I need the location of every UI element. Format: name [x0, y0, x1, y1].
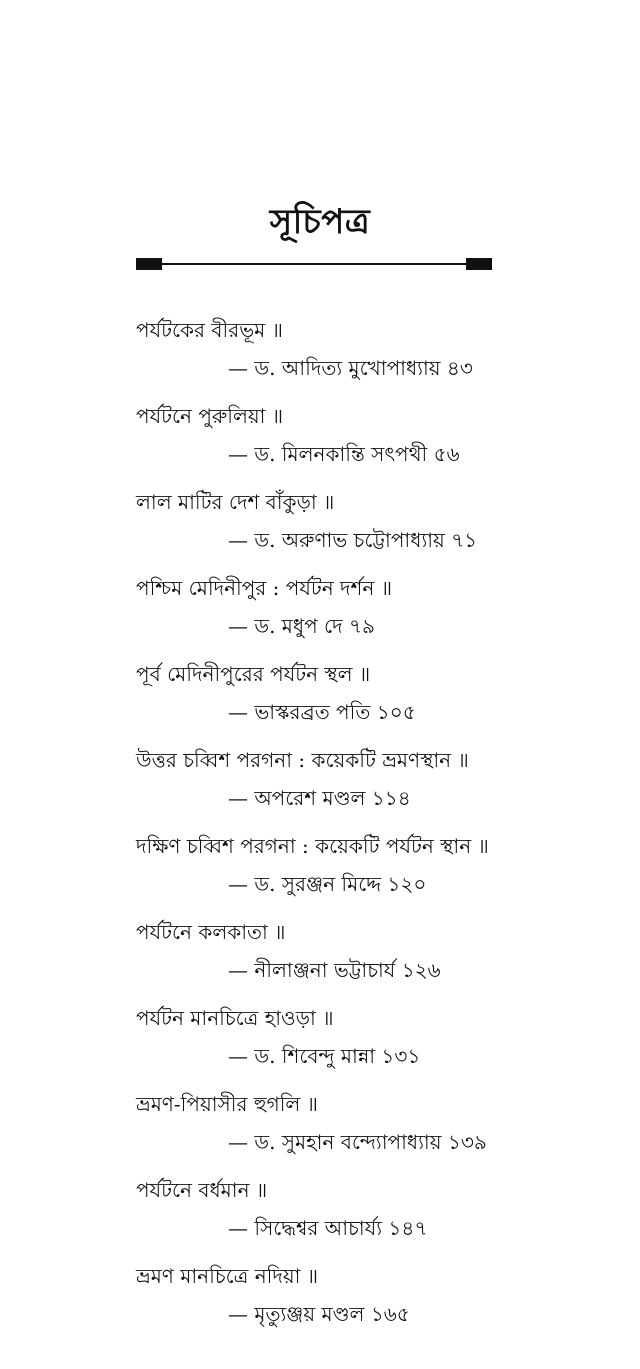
- entry-title: পর্যটনে পুরুলিয়া ॥: [136, 404, 284, 428]
- toc-entry: [0, 918, 640, 1004]
- toc-entry: [0, 660, 640, 746]
- entry-author-page: — ড. মিলনকান্তি সৎপথী ৫৬: [228, 442, 460, 466]
- entry-title: ভ্রমণ মানচিত্রে নদিয়া ॥: [136, 1264, 319, 1288]
- title-divider: [136, 258, 492, 270]
- entry-author-page: — সিদ্ধেশ্বর আচার্য্য ১৪৭: [228, 1216, 428, 1240]
- divider-cap-left: [136, 258, 162, 270]
- toc-entry: [0, 574, 640, 660]
- divider-cap-right: [466, 258, 492, 270]
- entry-author-page: — ড. মধুপ দে ৭৯: [228, 614, 376, 638]
- toc-entry: [0, 1090, 640, 1176]
- toc-list: [0, 316, 640, 1348]
- entry-author-page: — ড. সুরঞ্জন মিদ্দে ১২০: [228, 872, 427, 896]
- entry-author-page: — অপরেশ মণ্ডল ১১৪: [228, 786, 411, 810]
- entry-title: পূর্ব মেদিনীপুরের পর্যটন স্থল ॥: [136, 662, 371, 686]
- entry-title: পর্যটন মানচিত্রে হাওড়া ॥: [136, 1006, 334, 1030]
- entry-author-page: — ড. শিবেন্দু মান্না ১৩১: [228, 1044, 421, 1068]
- toc-entry: [0, 402, 640, 488]
- page-title: সূচিপত্র: [269, 202, 371, 242]
- entry-title: পর্যটনে কলকাতা ॥: [136, 920, 286, 944]
- entry-title: ভ্রমণ-পিয়াসীর হুগলি ॥: [136, 1092, 318, 1116]
- toc-entry: [0, 746, 640, 832]
- toc-entry: [0, 1004, 640, 1090]
- toc-entry: [0, 316, 640, 402]
- entry-author-page: — ড. সুমহান বন্দ্যোপাধ্যায় ১৩৯: [228, 1130, 487, 1154]
- divider-line: [136, 263, 492, 265]
- toc-entry: [0, 488, 640, 574]
- entry-title: পর্যটকের বীরভূম ॥: [136, 318, 283, 342]
- entry-title: উত্তর চব্বিশ পরগনা : কয়েকটি ভ্রমণস্থান ॥: [136, 748, 469, 772]
- entry-title: লাল মাটির দেশ বাঁকুড়া ॥: [136, 490, 335, 514]
- toc-entry: [0, 832, 640, 918]
- entry-author-page: — ড. অরুণাভ চট্টোপাধ্যায় ৭১: [228, 528, 478, 552]
- toc-entry: [0, 1262, 640, 1348]
- entry-title: দক্ষিণ চব্বিশ পরগনা : কয়েকটি পর্যটন স্থান ॥: [136, 834, 489, 858]
- entry-title: পর্যটনে বর্ধমান ॥: [136, 1178, 268, 1202]
- entry-title: পশ্চিম মেদিনীপুর : পর্যটন দর্শন ॥: [136, 576, 393, 600]
- entry-author-page: — ভাস্করব্রত পতি ১০৫: [228, 700, 416, 724]
- entry-author-page: — নীলাঞ্জনা ভট্টাচার্য ১২৬: [228, 958, 441, 982]
- toc-entry: [0, 1176, 640, 1262]
- entry-author-page: — ড. আদিত্য মুখোপাধ্যায় ৪৩: [228, 356, 473, 380]
- entry-author-page: — মৃত্যুঞ্জয় মণ্ডল ১৬৫: [228, 1302, 410, 1326]
